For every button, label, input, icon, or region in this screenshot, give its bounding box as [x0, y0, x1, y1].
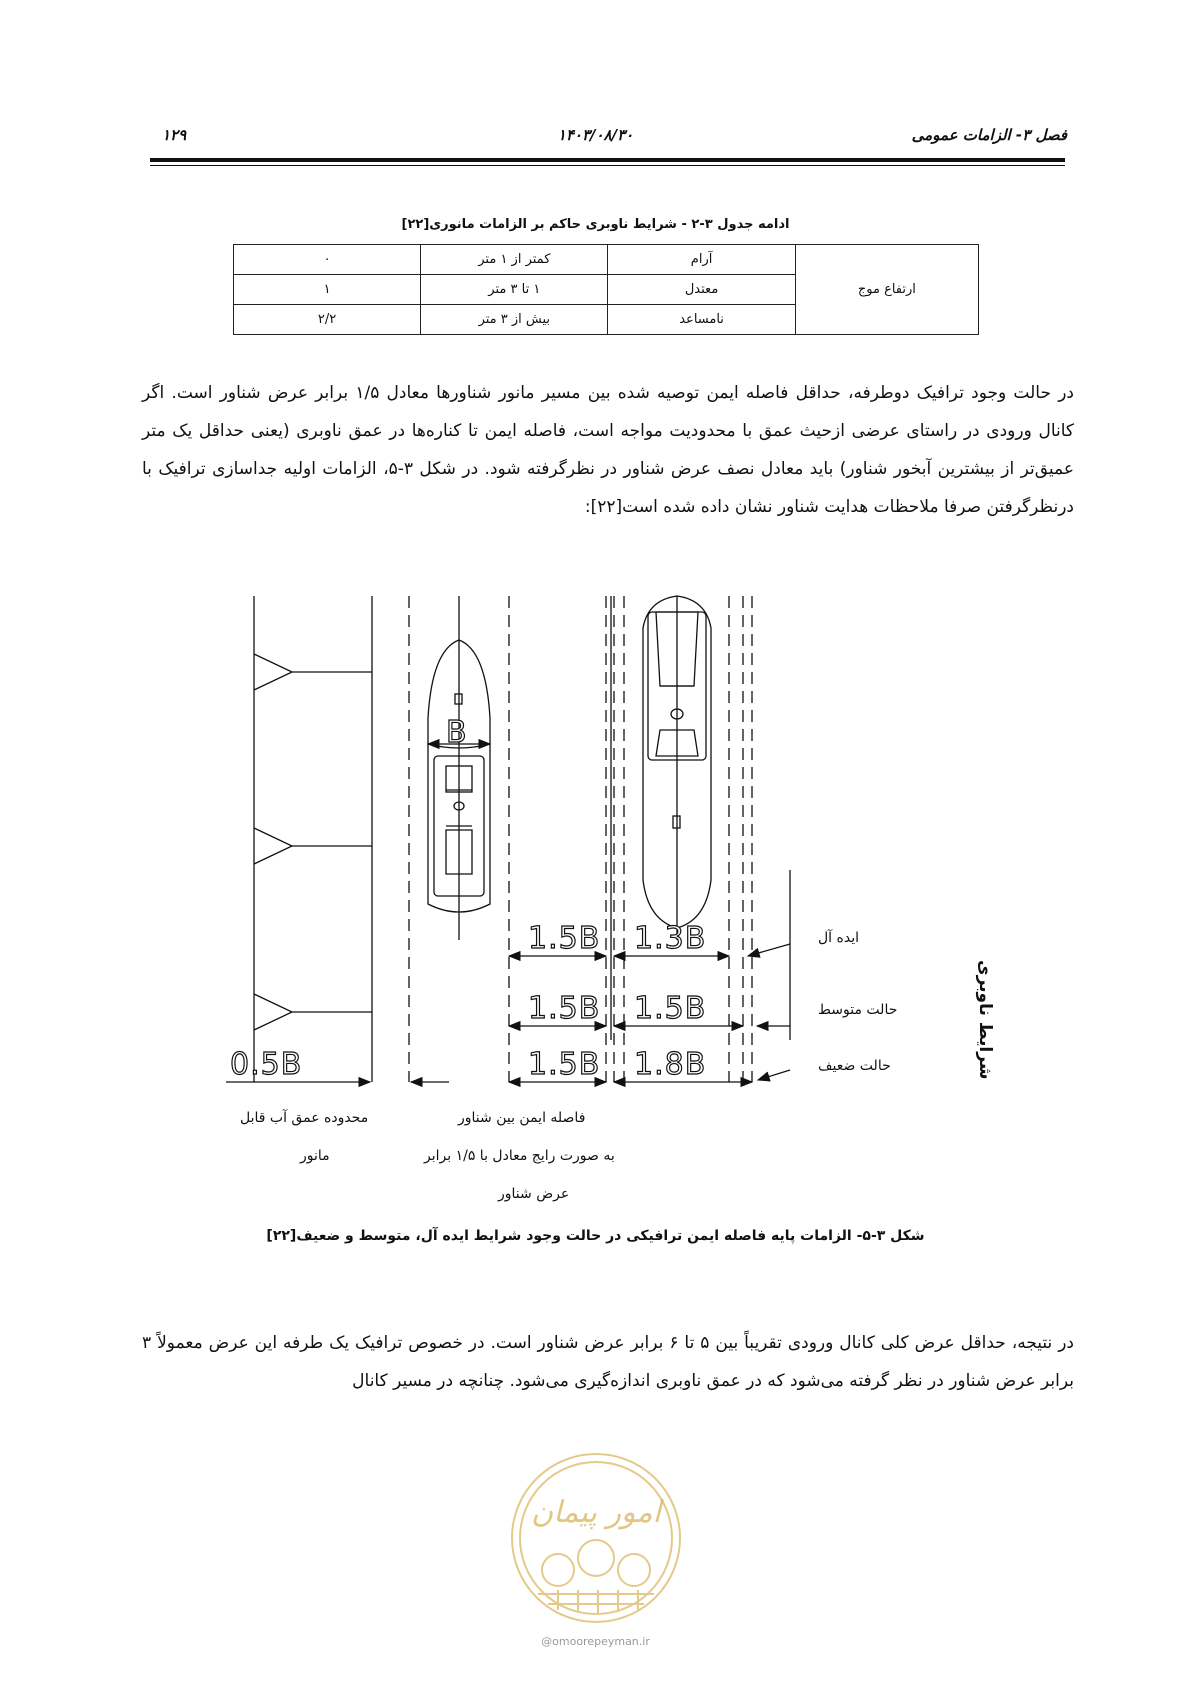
depth-marker	[254, 654, 292, 690]
table-cell-value: ۲/۲	[234, 305, 421, 335]
stamp-logo	[508, 1450, 684, 1626]
dim-edge: 0.5B	[230, 1047, 303, 1082]
table-cell-value: ۱	[234, 275, 421, 305]
body-paragraph-2: در نتیجه، حداقل عرض کلی کانال ورودی تقریباً بین ۵ تا ۶ برابر عرض شناور است. در خصوص ترافیک یک طرفه این عرض معمولاً ۳ برابر عرض شناور در نظر گرفته می‌شود که در عمق ناوبری اندازه‌گیری می‌شود. چنانچه در مسیر کانال	[142, 1333, 1075, 1391]
table-row	[234, 245, 979, 275]
watermark-url: @omoorepeyman.ir	[541, 1635, 650, 1648]
wave-height-table	[233, 244, 979, 335]
chapter-title: فصل ۳- الزامات عمومی	[911, 126, 1067, 144]
figure-caption: شکل ۳-۵- الزامات پایه فاصله ایمن ترافیکی در حالت وجود شرایط ایده آل، متوسط و ضعیف[۲۲]	[266, 1228, 925, 1244]
label-mid: حالت متوسط	[818, 1002, 898, 1018]
stamp-text: امور پیمان	[531, 1495, 661, 1530]
depth-label-line2: مانور	[300, 1148, 330, 1164]
dim-weak-left: 1.5B	[528, 1047, 601, 1082]
dim-ideal-left: 1.5B	[528, 921, 601, 956]
depth-label-line1: محدوده عمق آب قابل	[240, 1110, 369, 1126]
table-caption: ادامه جدول ۳-۲ - شرایط ناوبری حاکم بر الزامات مانوری[۲۲]	[401, 217, 790, 232]
label-weak: حالت ضعیف	[818, 1058, 891, 1074]
table-cell-condition: آرام	[608, 245, 795, 275]
safe-label-line3: عرض شناور	[498, 1186, 570, 1202]
table-cell-range: بیش از ۳ متر	[421, 305, 608, 335]
label-ideal: ایده آل	[818, 930, 859, 946]
page-number: ۱۲۹	[162, 126, 187, 144]
header-date: ۱۴۰۳/۰۸/۳۰	[557, 126, 634, 144]
side-title: شرایط ناوبری	[975, 960, 995, 1080]
body-paragraph-1: در حالت وجود ترافیک دوطرفه، حداقل فاصله ایمن توصیه شده بین مسیر مانور شناورها معادل ۱/۵ برابر عرض شناور است. اگر کانال ورودی در راستای عرضی ازحیث عمق با محدودیت مواجه است، فاصله ایمن تا کناره‌ها در عمق ناوبری (یعنی حداقل یک متر عمیق‌تر از بیشترین آبخور شناور) باید معادل نصف عرض شناور در نظرگرفته شود. در شکل ۳-۵، الزامات اولیه جداسازی ترافیک با درنظرگرفتن صرفا ملاحظات هدایت شناور نشان داده شده است[۲۲]:	[142, 383, 1074, 517]
safe-label-line1: فاصله ایمن بین شناور	[458, 1110, 586, 1126]
dim-weak-right: 1.8B	[634, 1047, 707, 1082]
table-group-label: ارتفاع موج	[795, 245, 978, 335]
table-cell-condition: معتدل	[608, 275, 795, 305]
safe-label-line2: به صورت رایج معادل با ۱/۵ برابر	[424, 1148, 615, 1164]
dim-ideal-right: 1.3B	[634, 921, 707, 956]
table-cell-range: ۱ تا ۳ متر	[421, 275, 608, 305]
figure-drawing	[0, 580, 1191, 1200]
traffic-separation-figure	[0, 580, 1191, 1200]
dim-mid-right: 1.5B	[634, 991, 707, 1026]
header-rule-thin	[150, 165, 1065, 166]
header-rule	[150, 158, 1065, 162]
ship-width-label: B	[446, 715, 468, 750]
dim-mid-left: 1.5B	[528, 991, 601, 1026]
table-cell-value: ۰	[234, 245, 421, 275]
table-cell-condition: نامساعد	[608, 305, 795, 335]
depth-marker	[254, 828, 292, 864]
table-cell-range: کمتر از ۱ متر	[421, 245, 608, 275]
depth-marker	[254, 994, 292, 1030]
